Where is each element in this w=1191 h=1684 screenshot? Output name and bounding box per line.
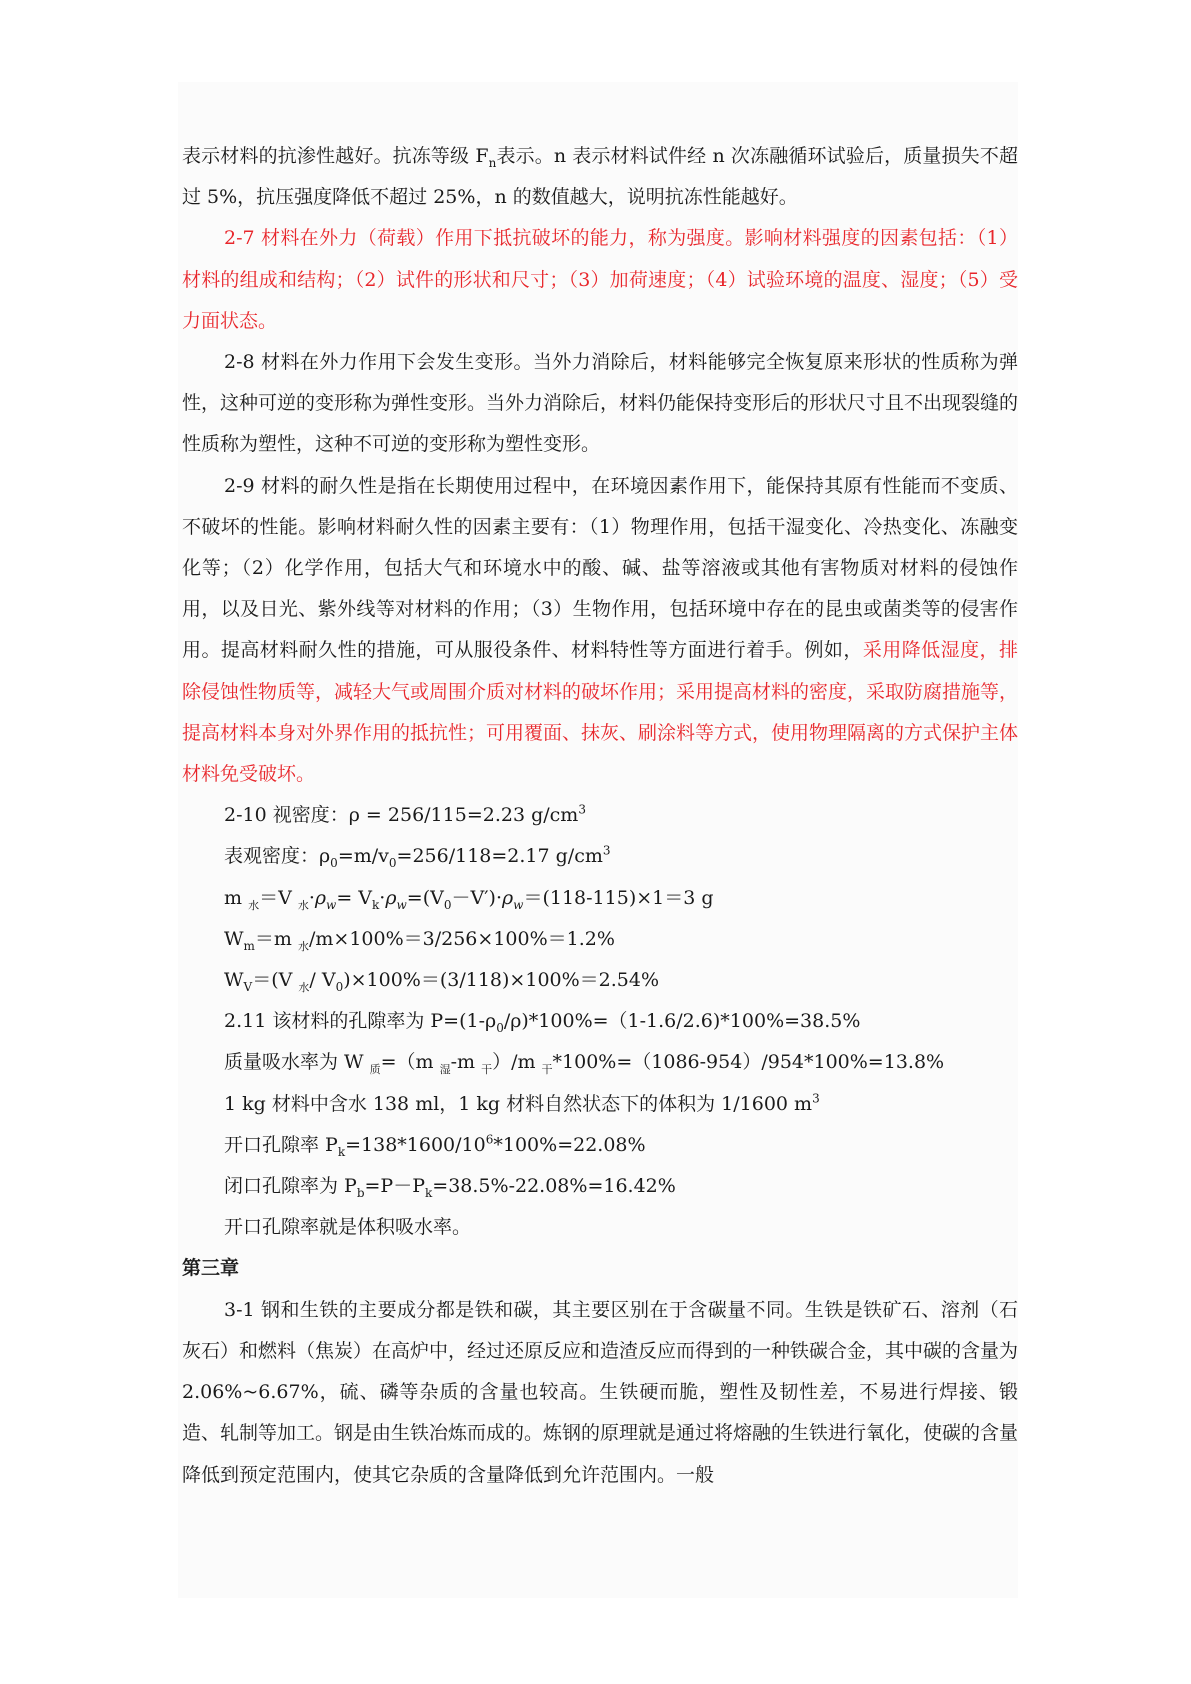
eq-mass-water-absorption-rate: 质量吸水率为 W $_质$=（m $_湿$-m $_干$）/m $_干$*100%=（1086-954）/954*100%=13.8%	[224, 1051, 945, 1077]
eq-bulk-density: 表观密度：$\rho_0=m/v_0=256/118=2.17$ $g/cm^3$	[224, 844, 611, 871]
eq-apparent-density: 2-10 视密度：ρ = 256/115=2.23 $g/cm^3$	[224, 802, 586, 827]
eq-note: 开口孔隙率就是体积吸水率。	[224, 1216, 472, 1239]
eq-porosity: 2.11 该材料的孔隙率为 $P=(1-\rho_0/\rho)*100\%=(1-1.6/2.6)*100\%=38.5\%$	[224, 1010, 861, 1036]
eq-mass-absorption: $W_m=m$ $_水$/m×100%＝3/256×100%＝1.2%	[224, 927, 615, 953]
eq-closed-porosity: 闭口孔隙率为 $P_b=P-P_k=38.5\%-22.08\%=16.42\%$	[224, 1175, 676, 1200]
eq-volume-absorption: $W_V=(V$ $_水$/ $V_0)\times 100\%=(3/118)\times 100\%=2.54\%$	[224, 969, 660, 994]
eq-water-content: 1 kg 材料中含水 138 ml，1 kg 材料自然状态下的体积为 1/1600 $m^3$	[224, 1091, 820, 1115]
document-body	[182, 136, 1018, 1496]
eq-open-porosity: 开口孔隙率 $P_k=138*1600/10^6*100\%=22.08\%$	[224, 1132, 646, 1159]
paragraph-elasticity-plasticity: 2-8 材料在外力作用下会发生变形。当外力消除后，材料能够完全恢复原来形状的性质称为弹性，这种可逆的变形称为弹性变形。当外力消除后，材料仍能保持变形后的形状尺寸且不出现裂缝的性质称为塑性，这种不可逆的变形称为塑性变形。	[182, 351, 1019, 456]
paragraph-durability: 2-9 材料的耐久性是指在长期使用过程中，在环境因素作用下，能保持其原有性能而不变质、不破坏的性能。影响材料耐久性的因素主要有：（1）物理作用，包括干湿变化、冷热变化、冻融变化等；（2）化学作用，包括大气和环境水中的酸、碱、盐等溶液或其他有害物质对材料的侵蚀作用，以及日光、紫外线等对材料的作用；（3）生物作用，包括环境中存在的昆虫或菌类等的侵害作用。提高材料耐久性的措施，可从服役条件、材料特性等方面进行着手。例如，采用降低湿度，排除侵蚀性物质等，减轻大气或周围介质对材料的破坏作用；采用提高材料的密度，采取防腐措施等，提高材料本身对外界作用的抵抗性；可用覆面、抹灰、刷涂料等方式，使用物理隔离的方式保护主体材料免受破坏。	[182, 474, 1019, 786]
eq-water-mass: m $_水$＝V $_水\cdot\rho_w= V_k\cdot\rho_w=(V_0-V')\cdot\rho_w=(118-115)\times 1=3$ g	[224, 886, 714, 912]
paragraph-steel-iron: 3-1 钢和生铁的主要成分都是铁和碳，其主要区别在于含碳量不同。生铁是铁矿石、溶剂（石灰石）和燃料（焦炭）在高炉中，经过还原反应和造渣反应而得到的一种铁碳合金，其中碳的含量为 2.06%~6.67%，硫、磷等杂质的含量也较高。生铁硬而脆，塑性及韧性差，不易进行焊接、锻造、轧制等加工。钢是由生铁冶炼而成的。炼钢的原理就是通过将熔融的生铁进行氧化，使碳的含量降低到预定范围内，使其它杂质的含量降低到允许范围内。一般	[182, 1298, 1019, 1486]
paragraph-strength: 2-7 材料在外力（荷载）作用下抵抗破坏的能力，称为强度。影响材料强度的因素包括：（1）材料的组成和结构；（2）试件的形状和尺寸；（3）加荷速度；（4）试验环境的温度、湿度；（5）受力面状态。	[182, 227, 1018, 332]
paragraph-frost-resistance: 表示材料的抗渗性越好。抗冻等级 $F_n$表示。n 表示材料试件经 n 次冻融循环试验后，质量损失不超过 5%，抗压强度降低不超过 25%，n 的数值越大，说明抗冻性能越好。	[182, 145, 1018, 209]
chapter-heading: 第三章	[182, 1257, 240, 1280]
